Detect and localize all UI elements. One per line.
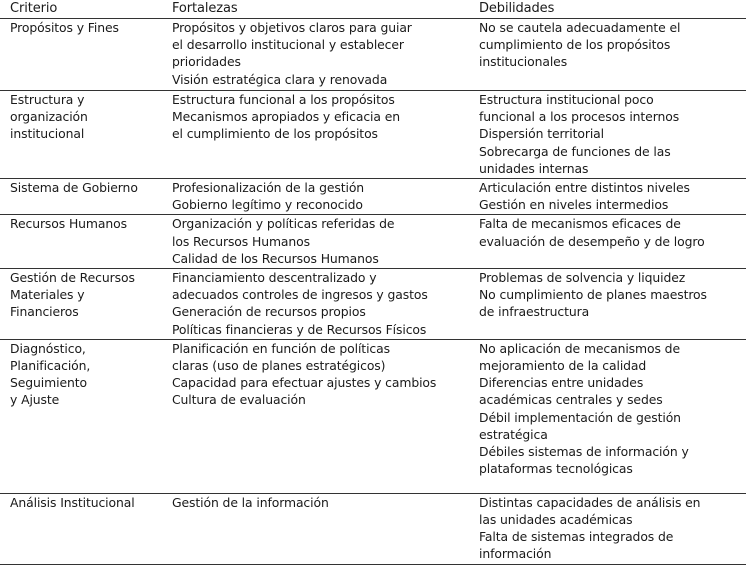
cell-line: Propósitos y Fines (10, 20, 119, 35)
cell-line: estratégica (479, 426, 548, 442)
cell-line: Sistema de Gobierno (10, 180, 138, 196)
table-row (0, 339, 746, 493)
cell-criterio (0, 493, 162, 564)
table-row (0, 269, 746, 340)
cell-criterio (0, 269, 162, 340)
cell-criterio (0, 91, 162, 179)
cell-line: Políticas financieras y de Recursos Físicos (172, 321, 427, 337)
table-row (0, 19, 746, 91)
cell-line: Profesionalización de la gestión (172, 180, 365, 196)
cell-line: Seguimiento (10, 375, 87, 391)
table-body (0, 19, 746, 565)
cell-line: el desarrollo institucional y establecer (172, 37, 404, 53)
cell-line: evaluación de desempeño y de logro (479, 233, 705, 249)
table-row (0, 215, 746, 269)
cell-fortalezas (162, 493, 469, 564)
cell-line: Diagnóstico, (10, 340, 86, 356)
cell-debilidades (469, 493, 746, 564)
cell-line: Recursos Humanos (10, 216, 127, 232)
cell-debilidades (469, 91, 746, 179)
cell-line: prioridades (172, 54, 241, 70)
cell-debilidades (469, 179, 746, 215)
cell-line: Planificación, (10, 358, 91, 374)
cell-line: Estructura institucional poco (479, 92, 654, 107)
cell-fortalezas (162, 19, 469, 91)
cell-fortalezas (162, 339, 469, 493)
cell-line: Materiales y (10, 287, 85, 303)
cell-fortalezas (162, 179, 469, 215)
cell-line: Visión estratégica clara y renovada (172, 71, 388, 87)
cell-line: Generación de recursos propios (172, 304, 366, 320)
cell-line: Planificación en función de políticas (172, 340, 390, 356)
cell-line: Estructura y (10, 92, 85, 107)
cell-line: No se cautela adecuadamente el (479, 20, 681, 35)
cell-fortalezas (162, 91, 469, 179)
cell-line: Mecanismos apropiados y eficacia en (172, 109, 400, 125)
cell-line: el cumplimiento de los propósitos (172, 126, 378, 142)
cell-line: Distintas capacidades de análisis en (479, 494, 701, 510)
cell-line: Financieros (10, 304, 79, 320)
cell-line: Diferencias entre unidades (479, 375, 644, 391)
cell-line: Gestión de Recursos (10, 270, 135, 286)
cell-debilidades (469, 19, 746, 91)
cell-line: cumplimiento de los propósitos (479, 37, 671, 53)
cell-line: Problemas de solvencia y liquidez (479, 270, 686, 286)
cell-debilidades (469, 215, 746, 269)
cell-debilidades (469, 339, 746, 493)
header-debilidades: Debilidades (469, 0, 746, 19)
header-criterio: Criterio (0, 0, 162, 19)
cell-line: Gestión de la información (172, 494, 329, 510)
cell-line: unidades internas (479, 160, 589, 176)
cell-line: información (479, 546, 552, 562)
table-row (0, 493, 746, 564)
cell-criterio (0, 19, 162, 91)
cell-line: Dispersión territorial (479, 126, 604, 142)
table-row (0, 91, 746, 179)
cell-line: Falta de sistemas integrados de (479, 529, 674, 545)
cell-line: institucionales (479, 54, 568, 70)
cell-fortalezas (162, 269, 469, 340)
cell-line: Falta de mecanismos eficaces de (479, 216, 681, 232)
cell-line: Calidad de los Recursos Humanos (172, 250, 379, 266)
cell-line: Financiamiento descentralizado y (172, 270, 377, 286)
cell-line: los Recursos Humanos (172, 233, 311, 249)
cell-line: Articulación entre distintos niveles (479, 180, 690, 196)
table-row (0, 179, 746, 215)
cell-line: Débiles sistemas de información y (479, 444, 689, 460)
header-fortalezas: Fortalezas (162, 0, 469, 19)
cell-line: y Ajuste (10, 392, 60, 408)
cell-criterio (0, 339, 162, 493)
cell-criterio (0, 215, 162, 269)
cell-line: Análisis Institucional (10, 494, 135, 510)
cell-line: Capacidad para efectuar ajustes y cambios (172, 375, 437, 391)
cell-line: institucional (10, 126, 85, 142)
cell-line: Propósitos y objetivos claros para guiar (172, 20, 412, 35)
cell-line: No aplicación de mecanismos de (479, 340, 680, 356)
cell-line: de infraestructura (479, 304, 590, 320)
header-row (0, 0, 746, 19)
cell-line: claras (uso de planes estratégicos) (172, 358, 386, 374)
cell-line: académicas centrales y sedes (479, 392, 663, 408)
cell-line: Sobrecarga de funciones de las (479, 143, 671, 159)
cell-line: No cumplimiento de planes maestros (479, 287, 707, 303)
cell-line: adecuados controles de ingresos y gastos (172, 287, 428, 303)
cell-line: mejoramiento de la calidad (479, 358, 647, 374)
cell-debilidades (469, 269, 746, 340)
cell-line: las unidades académicas (479, 512, 633, 528)
cell-line: funcional a los procesos internos (479, 109, 680, 125)
cell-line: plataformas tecnológicas (479, 461, 633, 477)
cell-line: organización (10, 109, 88, 125)
cell-criterio (0, 179, 162, 215)
cell-line: Estructura funcional a los propósitos (172, 92, 395, 107)
cell-line: Organización y políticas referidas de (172, 216, 395, 232)
cell-line: Cultura de evaluación (172, 392, 306, 408)
cell-line: Débil implementación de gestión (479, 409, 681, 425)
cell-fortalezas (162, 215, 469, 269)
cell-line: Gestión en niveles intermedios (479, 197, 669, 213)
cell-line: Gobierno legítimo y reconocido (172, 197, 363, 213)
